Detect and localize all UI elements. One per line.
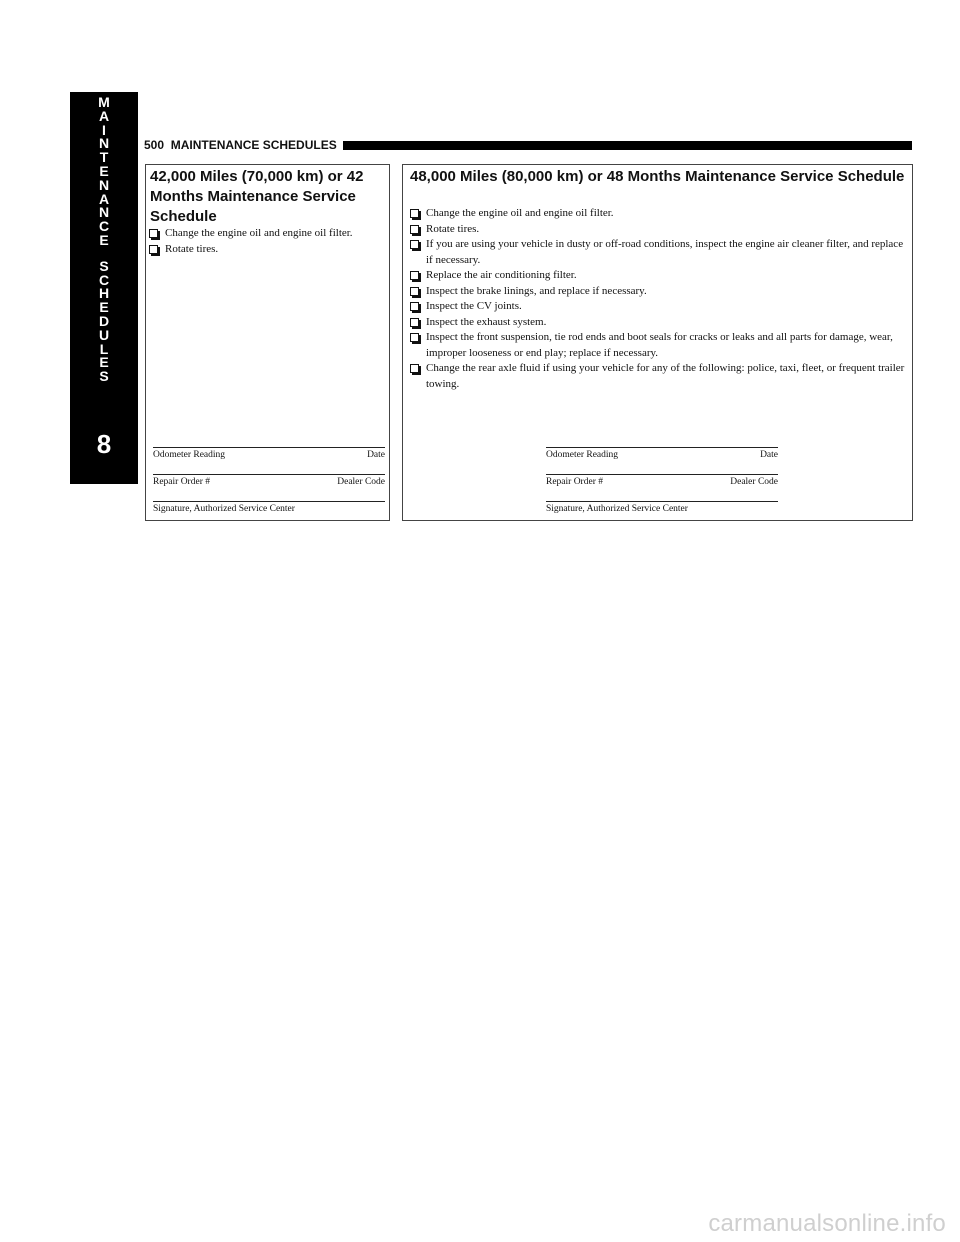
date-label: Date	[760, 450, 778, 460]
checkbox-icon[interactable]	[410, 209, 419, 218]
task-text: Change the rear axle fluid if using your vehicle for any of the following: police, taxi, fleet, or frequent trailer towing.	[426, 362, 905, 390]
checkbox-icon[interactable]	[410, 271, 419, 280]
tab-letter: N	[98, 176, 110, 193]
checkbox-icon[interactable]	[410, 240, 419, 249]
task-item	[149, 226, 381, 242]
task-item	[410, 237, 906, 268]
section-title: MAINTENANCE SCHEDULES	[170, 138, 337, 152]
signoff-row	[153, 504, 385, 514]
tab-letter: E	[99, 354, 109, 371]
task-item	[410, 222, 906, 238]
header-rule	[343, 141, 912, 150]
signature-line	[153, 474, 385, 475]
date-label: Date	[367, 450, 385, 460]
tab-letter: E	[99, 299, 109, 316]
task-item	[410, 315, 906, 331]
tab-letter: I	[102, 121, 106, 138]
task-list	[410, 206, 906, 392]
task-item	[149, 242, 381, 258]
checkbox-icon[interactable]	[410, 318, 419, 327]
signature-label: Signature, Authorized Service Center	[153, 504, 295, 514]
dealer-code-label: Dealer Code	[337, 477, 385, 487]
checkbox-icon[interactable]	[410, 333, 419, 342]
signoff-row	[546, 450, 778, 474]
task-item	[410, 361, 906, 392]
task-text: If you are using your vehicle in dusty or off-road conditions, inspect the engine air cleaner filter, and replace if necessary.	[426, 238, 904, 266]
task-item	[410, 299, 906, 315]
signoff-block	[546, 447, 778, 514]
tab-letter: T	[99, 149, 109, 166]
task-item	[410, 206, 906, 222]
tab-letter: A	[98, 190, 110, 207]
task-text: Rotate tires.	[426, 222, 480, 235]
signature-label: Signature, Authorized Service Center	[546, 504, 688, 514]
chapter-number: 8	[96, 429, 112, 459]
task-text: Inspect the CV joints.	[426, 300, 522, 312]
tab-letter: E	[99, 162, 109, 179]
tab-letter: U	[98, 326, 110, 343]
signoff-row	[546, 504, 778, 514]
signoff-block	[153, 447, 385, 514]
signature-line	[153, 501, 385, 502]
signature-line	[153, 447, 385, 448]
tab-letter: N	[98, 204, 110, 221]
signoff-row	[153, 477, 385, 501]
checkbox-icon[interactable]	[410, 364, 419, 373]
chapter-side-tab	[70, 92, 138, 484]
tab-letter: D	[98, 312, 110, 329]
schedule-box-42000	[145, 164, 390, 521]
task-item	[410, 268, 906, 284]
task-text: Change the engine oil and engine oil filter.	[165, 227, 353, 239]
site-watermark: carmanualsonline.info	[708, 1210, 946, 1237]
task-text: Inspect the front suspension, tie rod ends and boot seals for cracks or leaks and all parts for damage, wear, improper looseness or end play; replace if necessary.	[426, 331, 893, 359]
task-item	[410, 330, 906, 361]
side-tab-letters	[70, 96, 138, 384]
odometer-label: Odometer Reading	[153, 450, 226, 460]
signoff-row	[546, 477, 778, 501]
schedule-title: 42,000 Miles (70,000 km) or 42 Months Maintenance Service Schedule	[150, 168, 364, 225]
tab-letter: S	[99, 257, 109, 274]
schedule-box-48000	[402, 164, 913, 521]
page-header	[144, 138, 912, 152]
tab-letter: M	[98, 94, 110, 110]
tab-letter: N	[98, 135, 110, 152]
task-list	[149, 226, 381, 257]
header-text	[144, 138, 343, 152]
signature-line	[546, 501, 778, 502]
task-text: Change the engine oil and engine oil filter.	[426, 207, 614, 219]
tab-letter: A	[98, 107, 110, 124]
task-text: Inspect the exhaust system.	[426, 315, 547, 328]
tab-letter: E	[99, 231, 109, 248]
tab-letter: H	[98, 285, 110, 302]
checkbox-icon[interactable]	[149, 229, 158, 238]
tab-letter: C	[98, 271, 110, 288]
signature-line	[546, 474, 778, 475]
schedule-title: 48,000 Miles (80,000 km) or 48 Months Maintenance Service Schedule	[410, 168, 905, 185]
checkbox-icon[interactable]	[410, 302, 419, 311]
checkbox-icon[interactable]	[149, 245, 158, 254]
dealer-code-label: Dealer Code	[730, 477, 778, 487]
odometer-label: Odometer Reading	[546, 450, 619, 460]
task-text: Inspect the brake linings, and replace if necessary.	[426, 284, 647, 297]
task-text: Replace the air conditioning filter.	[426, 269, 577, 281]
signature-line	[546, 447, 778, 448]
tab-letter: C	[98, 218, 110, 235]
page-number: 500	[144, 138, 165, 152]
checkbox-icon[interactable]	[410, 287, 419, 296]
repair-order-label: Repair Order #	[546, 477, 603, 487]
repair-order-label: Repair Order #	[153, 477, 210, 487]
tab-letter: S	[99, 368, 109, 385]
task-text: Rotate tires.	[165, 242, 219, 255]
tab-letter: L	[99, 340, 109, 357]
task-item	[410, 284, 906, 300]
checkbox-icon[interactable]	[410, 225, 419, 234]
signoff-row	[153, 450, 385, 474]
